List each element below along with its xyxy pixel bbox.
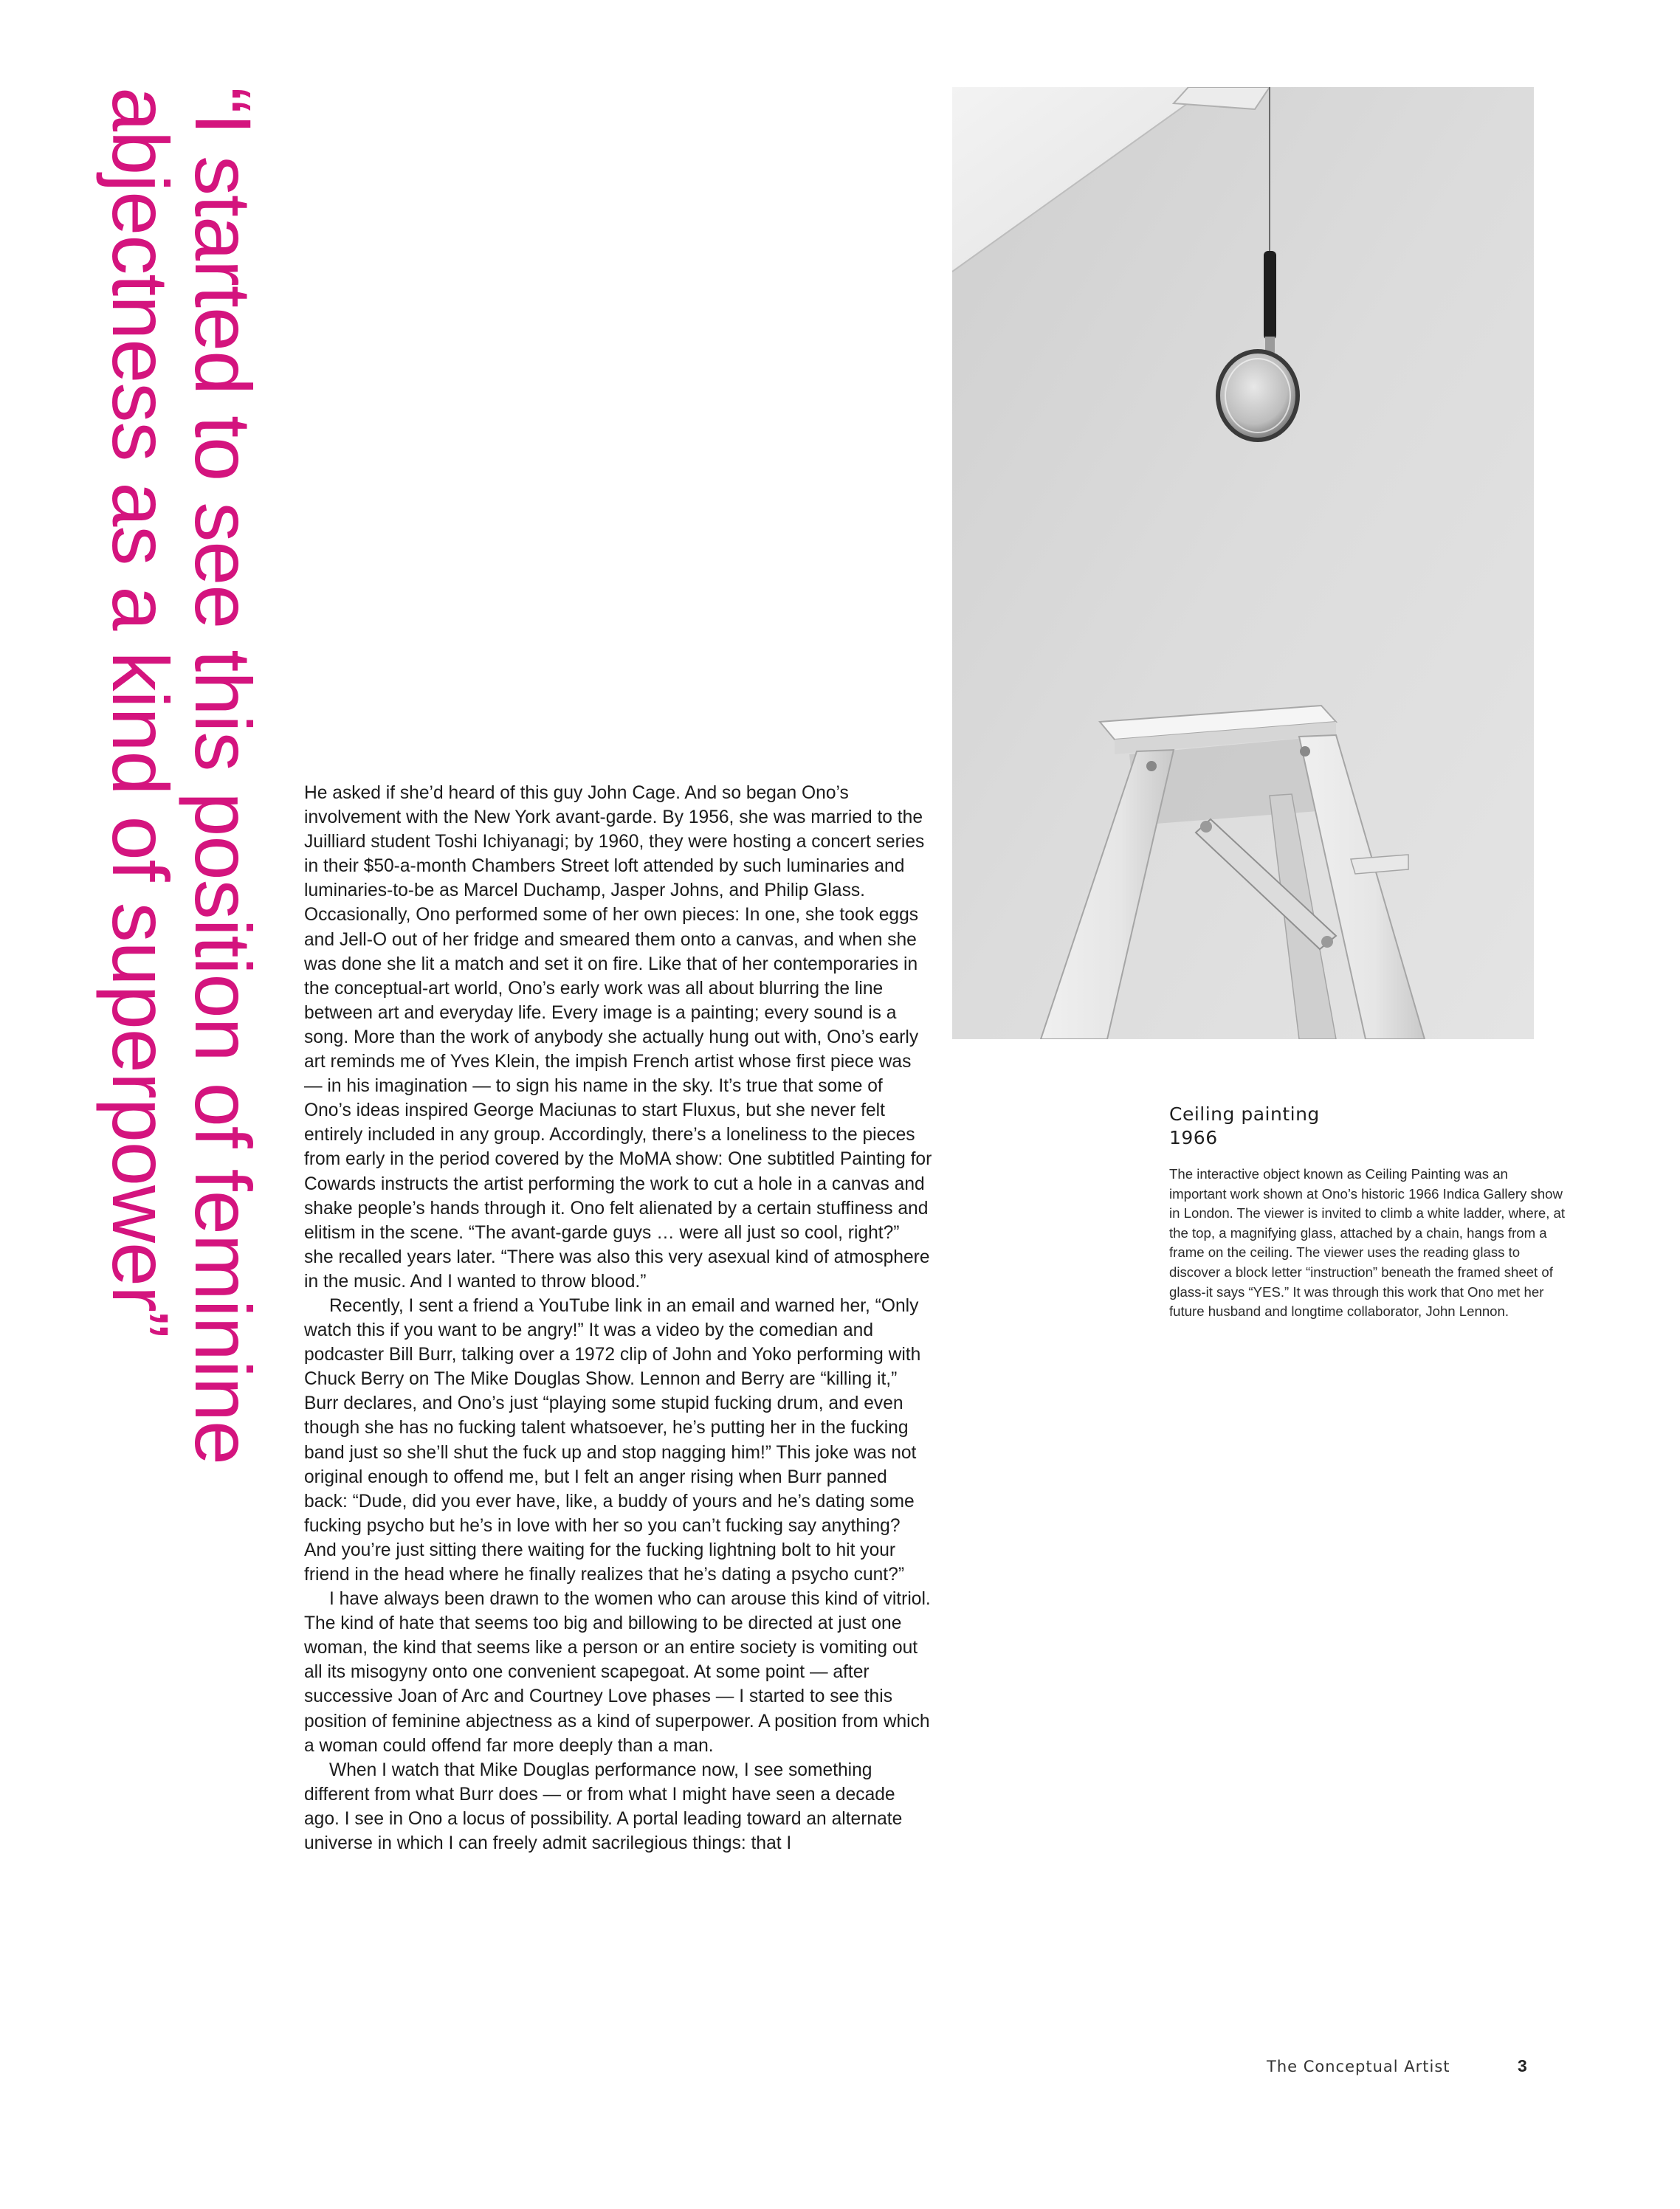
article-paragraph: When I watch that Mike Douglas performance now, I see something different from what Burr does — or from what I might have seen a decade ago. I see in Ono a locus of possibility. A portal leading toward an alternate universe in which I can freely admit sacrilegious things: that I	[304, 1760, 903, 1854]
caption-year: 1966	[1169, 1127, 1218, 1148]
article-paragraph: Recently, I sent a friend a YouTube link in an email and warned her, “Only watch this if you want to be angry!” It was a video by the comedian and podcaster Bill Burr, talking over a 1972 clip of John and Yoko performing with Chuck Berry on The Mike Douglas Show. Lennon and Berry are “killing it,” Burr declares, and Ono’s just “playing some stupid fucking drum, and even though she has no fucking talent whatsoever, he’s putting her in the fucking band just so she’ll shut the fuck up and stop nagging him!” This joke was not original enough to offend me, but I felt an anger rising when Burr panned back: “Dude, did you ever have, like, a buddy of yours and he’s dating some fucking psycho but he’s in love with her so you can’t fucking say anything? And you’re just sitting there waiting for the fucking lightning bolt to hit your friend in the head where he finally realizes that he’s dating a psycho cunt?”	[304, 1295, 921, 1585]
footer-section-title: The Conceptual Artist	[1267, 2058, 1450, 2075]
article-paragraph: He asked if she’d heard of this guy John Cage. And so began Ono’s involvement with the New York avant-garde. By 1956, she was married to the Juilliard student Toshi Ichiyanagi; by 1960, they were hosting a concert series in their $50-a-month Chambers Street loft attended by such luminaries and luminaries-to-be as Marcel Duchamp, Jasper Johns, and Philip Glass. Occasionally, Ono performed some of her own pieces: In one, she took eggs and Jell-O out of her fridge and smeared them onto a canvas, and when she was done she lit a match and set it on fire. Like that of her contemporaries in the conceptual-art world, Ono’s early work was all about blurring the line between art and everyday life. Every image is a painting; every sound is a song. More than the work of anybody she actually hung out with, Ono’s early art reminds me of Yves Klein, the impish French artist whose first piece was — in his imagination — to sign his name in the sky. It’s true that some of Ono’s ideas inspired George Maciunas to start Fluxus, but she never felt entirely included in any group. Accordingly, there’s a loneliness to the pieces from early in the period covered by the MoMA show: One subtitled Painting for Cowards instructs the artist performing the work to cut a hole in a canvas and shake people’s hands through it. Ono felt alienated by a certain stuffiness and elitism in the scene. “The avant-garde guys … were all just so cool, right?” she recalled years later. “There was also this very asexual kind of atmosphere in the music. And I wanted to throw blood.”	[304, 783, 932, 1292]
pull-quote-line-1: “I started to see this position of feminine	[179, 87, 268, 1464]
page-number: 3	[1518, 2056, 1527, 2075]
ceiling-painting-photo	[952, 87, 1534, 1039]
article-body	[304, 781, 933, 1855]
photo-caption	[1169, 1103, 1568, 1322]
caption-description: The interactive object known as Ceiling Painting was an important work shown at Ono’s historic 1966 Indica Gallery show in London. The viewer is invited to climb a white ladder, where, at the top, a magnifying glass, attached by a chain, hangs from a frame on the ceiling. The viewer uses the reading glass to discover a block letter “instruction” beneath the framed sheet of glass-it says “YES.” It was through this work that Ono met her future husband and longtime collaborator, John Lennon.	[1169, 1166, 1566, 1320]
article-paragraph: I have always been drawn to the women who can arouse this kind of vitriol. The kind of hate that seems too big and billowing to be directed at just one woman, the kind that seems like a person or an entire society is vomiting out all its misogyny onto one convenient scapegoat. At some point — after successive Joan of Arc and Courtney Love phases — I started to see this position of feminine abjectness as a kind of superpower. A position from which a woman could offend far more deeply than a man.	[304, 1589, 931, 1756]
pull-quote	[96, 87, 268, 1489]
pull-quote-line-2: abjectness as a kind of superpower”	[96, 87, 185, 1337]
caption-title: Ceiling painting	[1169, 1103, 1320, 1125]
